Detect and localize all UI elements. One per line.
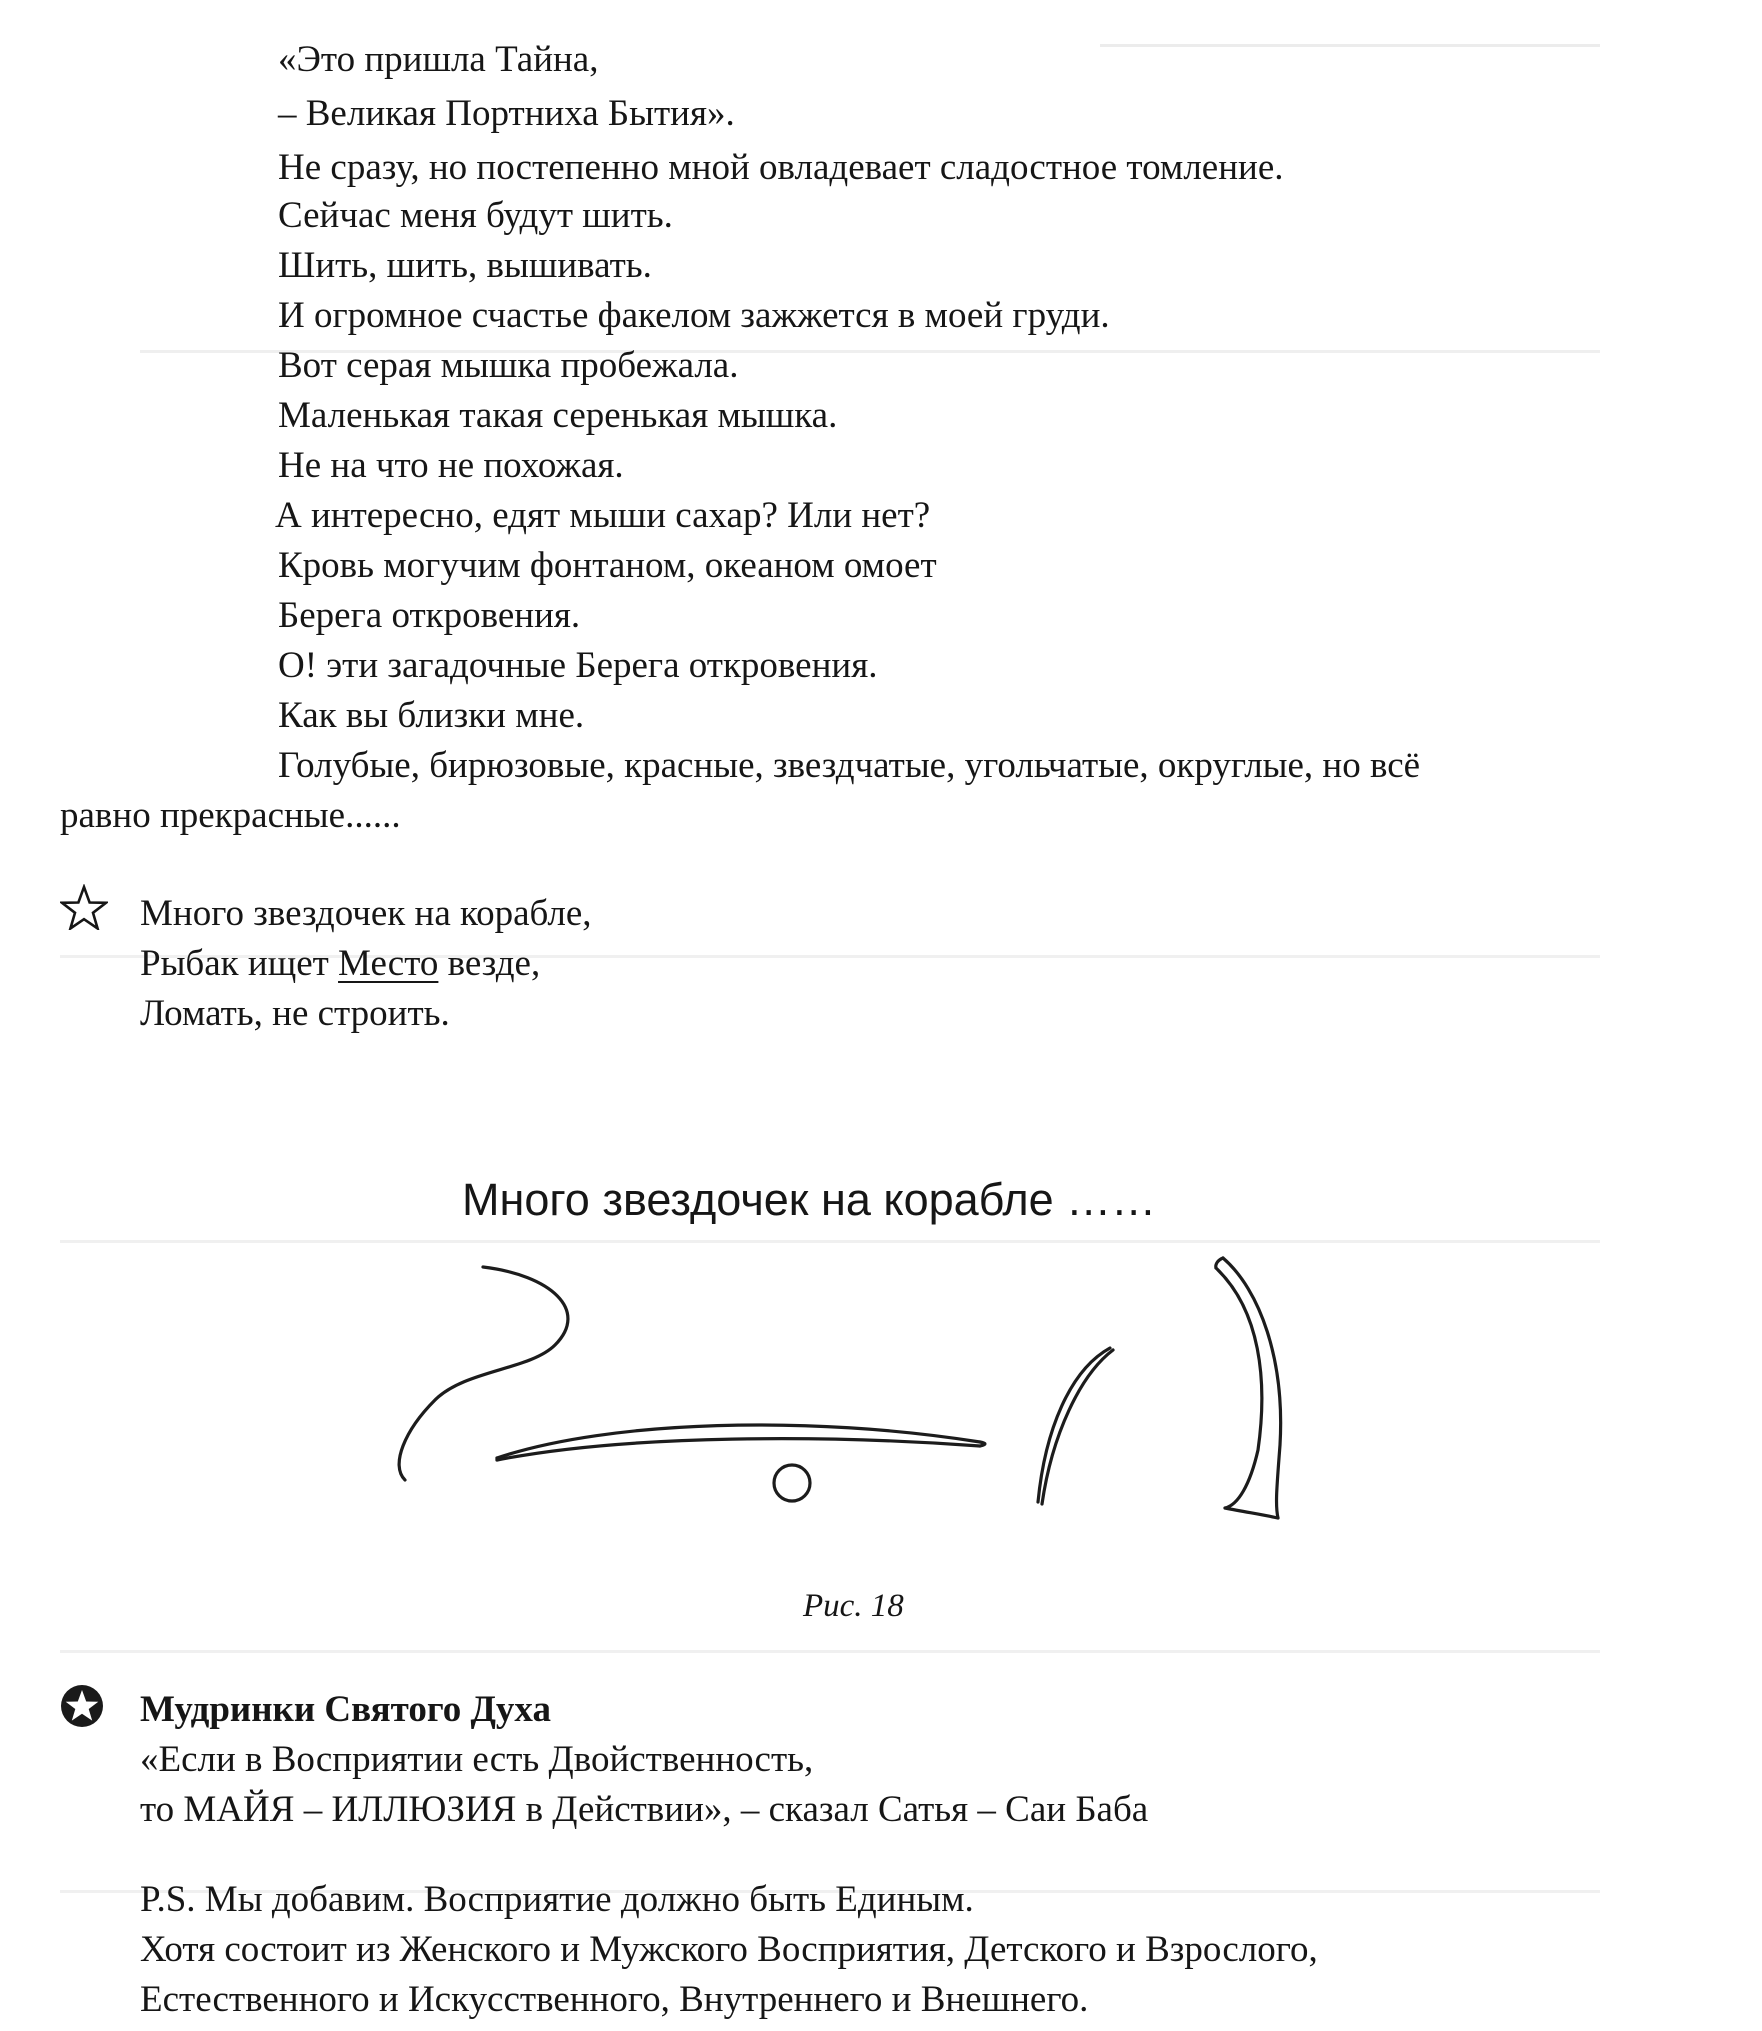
ps-line-3: Естественного и Искусственного, Внутреннего и Внешнего. [140,1979,1089,2020]
quote-line-1: «Если в Восприятии есть Двойственность, [140,1739,814,1780]
text-line-1: «Это пришла Тайна, [278,39,599,80]
figure-title: Много звездочек на корабле …… [462,1174,1157,1225]
text-line-2: – Великая Портниха Бытия». [278,93,735,134]
text-line-9: Не на что не похожая. [278,445,624,486]
quote-line-2: то МАЙЯ – ИЛЛЮЗИЯ в Действии», – сказал Сатья – Саи Баба [140,1789,1149,1830]
text-line-15: Голубые, бирюзовые, красные, звездчатые, угольчатые, округлые, но всё [278,745,1421,786]
text-line-4: Сейчас меня будут шить. [278,195,673,236]
text-line-11: Кровь могучим фонтаном, океаном омоет [278,545,937,586]
figure-label: Рис. 18 [803,1588,904,1624]
text-line-10: А интересно, едят мыши сахар? Или нет? [275,495,931,536]
ps-line-2: Хотя состоит из Женского и Мужского Восприятия, Детского и Взрослого, [140,1929,1318,1970]
text-line-8: Маленькая такая серенькая мышка. [278,395,838,436]
text-line-13: О! эти загадочные Берега откровения. [278,645,878,686]
text-line-7: Вот серая мышка пробежала. [278,345,739,386]
text-line-14: Как вы близки мне. [278,695,585,736]
filled-star-circle-icon [60,1684,104,1728]
underlined-word: Место [338,943,439,984]
poem-line-3: Ломать, не строить. [140,993,450,1034]
poem-line-2: Рыбак ищет Место везде, [140,943,541,984]
ps-line-1: P.S. Мы добавим. Восприятие должно быть Единым. [140,1879,974,1920]
text-line-5: Шить, шить, вышивать. [278,245,652,286]
hand-drawing-figure [380,1250,1340,1550]
outline-star-icon [60,884,108,930]
text-line-6: И огромное счастье факелом зажжется в моей груди. [278,295,1110,336]
text-line-3: Не сразу, но постепенно мной овладевает сладостное томление. [278,147,1284,188]
text-line-16: равно прекрасные...... [60,795,401,836]
section-heading: Мудринки Святого Духа [140,1689,551,1730]
text-line-12: Берега откровения. [278,595,581,636]
poem-line-1: Много звездочек на корабле, [140,893,592,934]
